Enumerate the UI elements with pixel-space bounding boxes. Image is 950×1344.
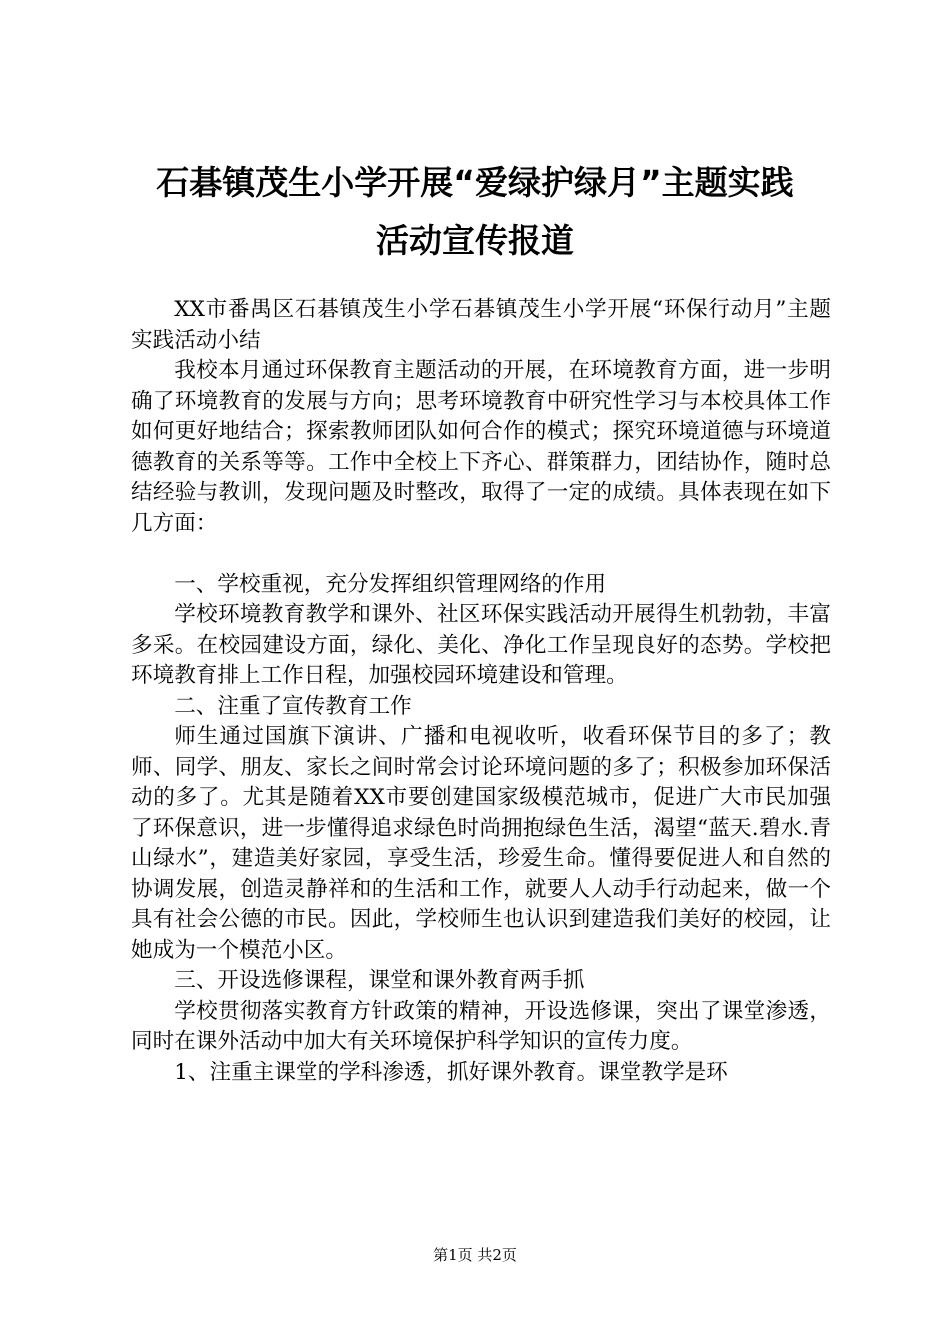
summary-paragraph: 我校本月通过环保教育主题活动的开展，在环境教育方面，进一步明确了环境教育的发展与方向；思考环境教育中研究性学习与本校具体工作如何更好地结合；探索教师团队如何合作的模式；探究环境道德与环境道德教育的关系等等。工作中全校上下齐心、群策群力，团结协作，随时总结经验与教训，发现问题及时整改，取得了一定的成绩。具体表现在如下几方面： bbox=[131, 358, 831, 536]
section-heading-2: 二、注重了宣传教育工作 bbox=[174, 693, 412, 719]
document-title-line-2: 活动宣传报道 bbox=[376, 221, 574, 260]
section-heading-3: 三、开设选修课程，课堂和课外教育两手抓 bbox=[174, 968, 585, 993]
subsection-paragraph-1: 1、注重主课堂的学科渗透，抓好课外教育。课堂教学是环 bbox=[174, 1059, 728, 1085]
intro-paragraph: XX市番禺区石碁镇茂生小学石碁镇茂生小学开展“环保行动月”主题实践活动小结 bbox=[131, 297, 831, 353]
document-body bbox=[131, 295, 831, 1088]
section-paragraph-1: 学校环境教育教学和课外、社区环保实践活动开展得生机勃勃，丰富多采。在校园建设方面，绿化、美化、净化工作呈现良好的态势。学校把环境教育排上工作日程，加强校园环境建设和管理。 bbox=[131, 602, 831, 688]
page-number-footer: 第1页 共2页 bbox=[433, 1246, 517, 1264]
section-paragraph-3: 学校贯彻落实教育方针政策的精神，开设选修课，突出了课堂渗透，同时在课外活动中加大有关环境保护科学知识的宣传力度。 bbox=[131, 998, 831, 1054]
section-paragraph-2: 师生通过国旗下演讲、广播和电视收听，收看环保节目的多了；教师、同学、朋友、家长之间时常会讨论环境问题的多了；积极参加环保活动的多了。尤其是随着XX市要创建国家级模范城市，促进广大市民加强了环保意识，进一步懂得追求绿色时尚拥抱绿色生活，渴望“蓝天.碧水.青山绿水”，建造美好家园，享受生活，珍爱生命。懂得要促进人和自然的协调发展，创造灵静祥和的生活和工作，就要人人动手行动起来，做一个具有社会公德的市民。因此，学校师生也认识到建造我们美好的校园，让她成为一个模范小区。 bbox=[131, 724, 831, 963]
document-title-line-1: 石碁镇茂生小学开展“爱绿护绿月”主题实践 bbox=[156, 163, 794, 202]
section-heading-1: 一、学校重视，充分发挥组织管理网络的作用 bbox=[174, 571, 607, 597]
